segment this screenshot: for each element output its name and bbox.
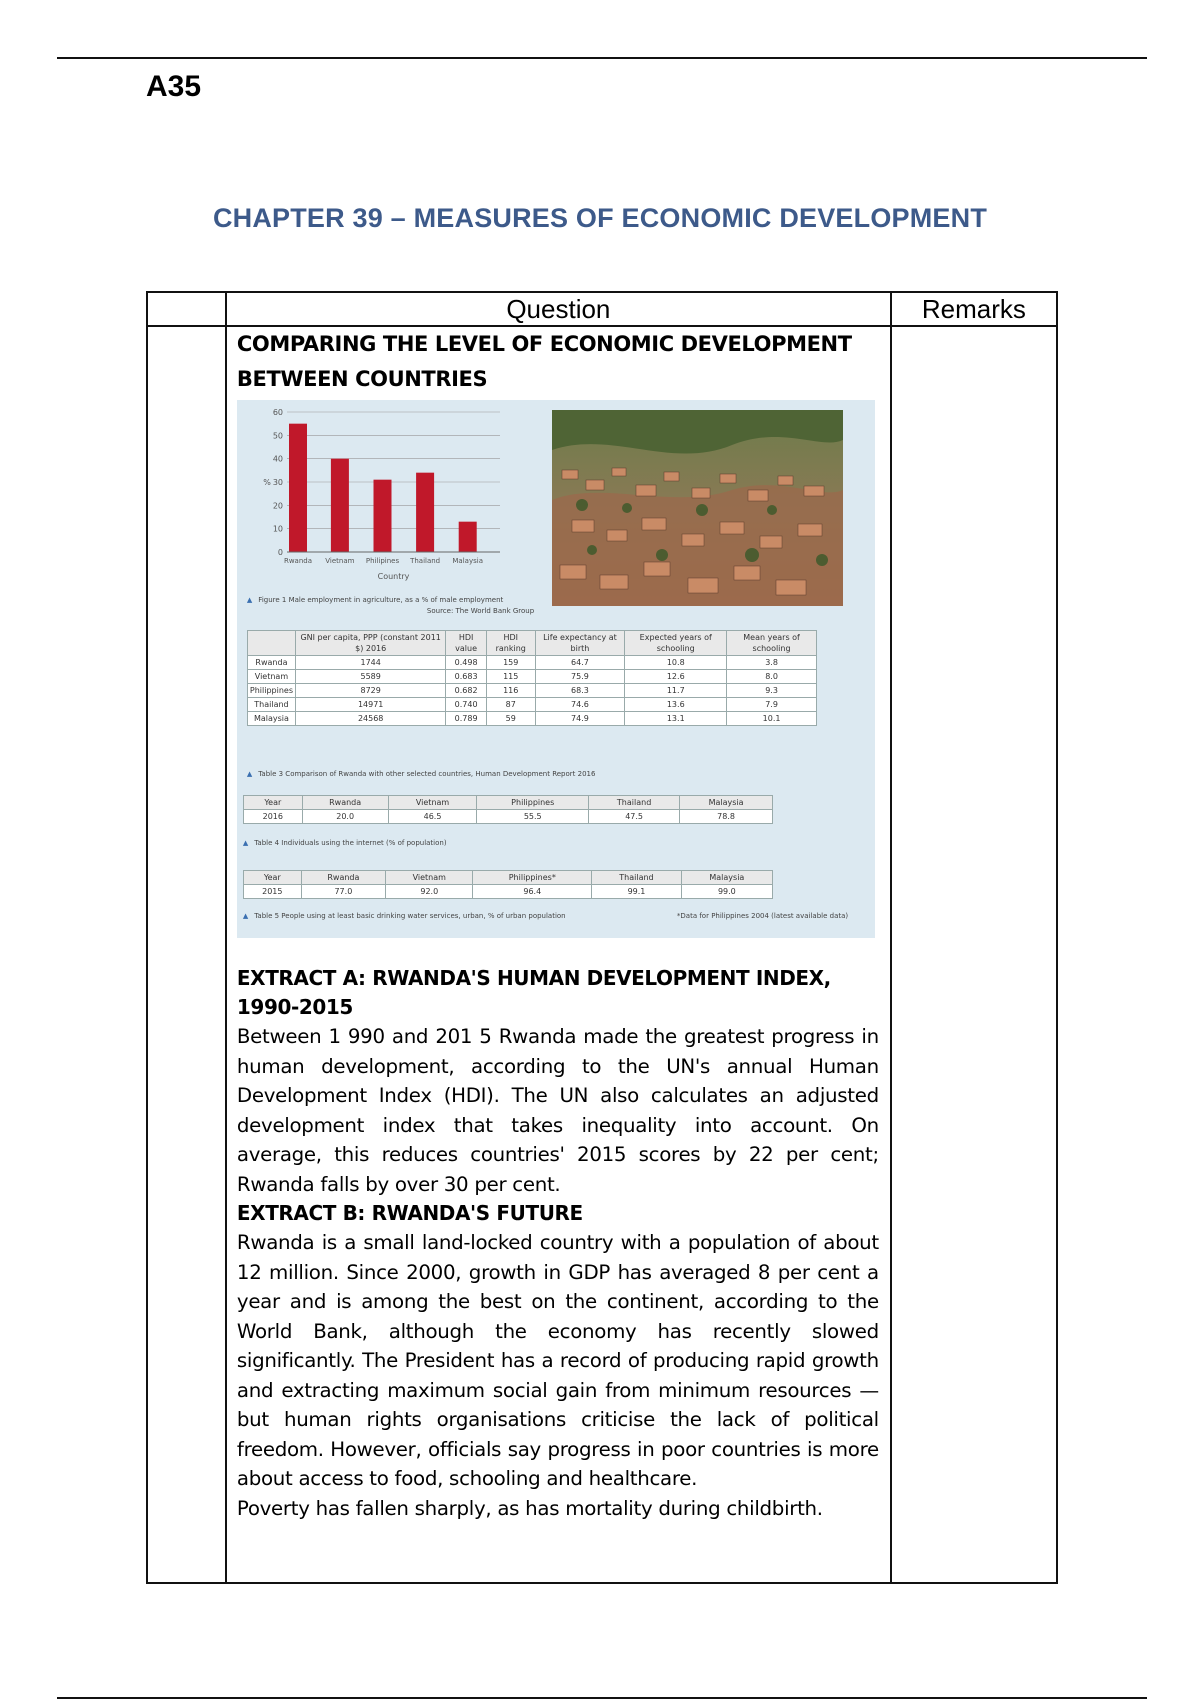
table-cell: 5589 [296, 670, 446, 684]
table-header-cell: Life expectancy at birth [535, 631, 625, 656]
x-tick-label: Vietnam [325, 557, 355, 565]
bar [416, 473, 434, 552]
y-tick-label: 10 [272, 524, 283, 534]
table-cell: 2015 [243, 885, 301, 899]
table-cell: 12.6 [625, 670, 727, 684]
table4 [243, 795, 773, 824]
y-tick-label: 60 [272, 408, 283, 417]
table-header-cell: Mean years of schooling [727, 631, 817, 656]
page-code: A35 [146, 70, 202, 103]
table-cell: 7.9 [727, 698, 817, 712]
town-photo-icon [552, 410, 843, 606]
bar [373, 480, 391, 552]
bar [459, 522, 477, 552]
table-cell: Rwanda [247, 656, 295, 670]
table-cell: 75.9 [535, 670, 625, 684]
extract-b-text: Rwanda is a small land-locked country with a population of about 12 million. Since 2000, growth in GDP has averaged 8 per cent a year and is among the best on the continent, according to the World Bank, although the economy has recently slowed significantly. The President has a record of producing rapid growth and extracting maximum social gain from minimum resources — but human rights organisations criticise the lack of political freedom. However, officials say progress in poor countries is more about access to food, schooling and healthcare. [236, 1231, 879, 1490]
table-cell: 8.0 [727, 670, 817, 684]
extract-b-title: EXTRACT B: RWANDA'S FUTURE [236, 1201, 583, 1225]
table-row [247, 670, 816, 684]
table-cell: 14971 [296, 698, 446, 712]
table-cell: Malaysia [247, 712, 295, 726]
table-cell: 78.8 [680, 810, 773, 824]
table5 [243, 870, 773, 899]
table-cell: 92.0 [386, 885, 473, 899]
table-cell: 1744 [296, 656, 446, 670]
triangle-icon: ▲ [246, 596, 253, 604]
chapter-title: CHAPTER 39 – MEASURES OF ECONOMIC DEVELOPMENT [212, 203, 988, 233]
table-cell: 8729 [296, 684, 446, 698]
table-cell: 13.6 [625, 698, 727, 712]
figure-panel [237, 400, 875, 938]
question-table [146, 291, 1058, 1584]
x-tick-label: Malaysia [452, 557, 483, 565]
table-header-cell: Year [243, 871, 301, 885]
table-row [247, 684, 816, 698]
x-tick-label: Philipines [365, 557, 400, 565]
table-cell: 159 [486, 656, 535, 670]
table-cell: 99.0 [681, 885, 772, 899]
table-cell: Vietnam [247, 670, 295, 684]
question-cell [226, 326, 891, 1583]
table-cell: 74.6 [535, 698, 625, 712]
table-cell: 77.0 [301, 885, 385, 899]
y-tick-label: 20 [272, 501, 283, 511]
y-tick-label: 50 [272, 431, 283, 441]
table-cell: 11.7 [625, 684, 727, 698]
table-cell: 0.789 [446, 712, 487, 726]
table-header-cell: Rwanda [301, 871, 385, 885]
table3 [247, 630, 817, 726]
table-cell: 116 [486, 684, 535, 698]
table-cell: 99.1 [592, 885, 682, 899]
table-header-cell: Thailand [588, 796, 679, 810]
table-cell: 0.740 [446, 698, 487, 712]
figure-source: Source: The World Bank Group [426, 607, 535, 615]
extract-b-text-2: Poverty has fallen sharply, as has mortality during childbirth. [236, 1496, 823, 1520]
table-row [247, 712, 816, 726]
figure-caption: ▲ Figure 1 Male employment in agriculture, as a % of male employment [246, 596, 504, 604]
table-cell: 20.0 [302, 810, 388, 824]
y-axis-label: % [263, 478, 271, 487]
bar [289, 424, 307, 552]
remarks-header: Remarks [891, 292, 1057, 326]
y-tick-label: 0 [277, 548, 283, 557]
table-header-cell: Rwanda [302, 796, 388, 810]
table-header-cell: HDI ranking [486, 631, 535, 656]
table-header-cell [247, 631, 295, 656]
town-photo [552, 410, 843, 606]
table-header-cell: Thailand [592, 871, 682, 885]
table-cell: 0.683 [446, 670, 487, 684]
table-cell: 55.5 [477, 810, 589, 824]
y-tick-label: 40 [272, 454, 283, 464]
table-cell: 74.9 [535, 712, 625, 726]
table-cell: Philippines [247, 684, 295, 698]
table3-caption: ▲ Table 3 Comparison of Rwanda with other selected countries, Human Development Report 2016 [246, 770, 596, 778]
table-cell: 3.8 [727, 656, 817, 670]
table-header-cell: Year [243, 796, 302, 810]
table-cell: 87 [486, 698, 535, 712]
table-cell: 0.682 [446, 684, 487, 698]
table-cell: Thailand [247, 698, 295, 712]
extract-a-text: Between 1 990 and 201 5 Rwanda made the greatest progress in human development, according to the UN's annual Human Development Index (HDI). The UN also calculates an adjusted development index that takes inequality into account. On average, this reduces countries' 2015 scores by 22 per cent; Rwanda falls by over 30 per cent. [236, 1025, 879, 1196]
table-cell: 68.3 [535, 684, 625, 698]
table-header-cell: Philippines* [473, 871, 592, 885]
table-row [243, 810, 772, 824]
table-cell: 46.5 [388, 810, 477, 824]
table-cell: 10.1 [727, 712, 817, 726]
table5-note: *Data for Philippines 2004 (latest available data) [676, 912, 849, 920]
table4-caption: ▲ Table 4 Individuals using the internet (% of population) [242, 839, 447, 847]
table-header-cell: Malaysia [681, 871, 772, 885]
number-header [147, 292, 226, 326]
table-cell: 13.1 [625, 712, 727, 726]
x-axis-label: Country [377, 572, 410, 581]
table-cell: 10.8 [625, 656, 727, 670]
table-row [243, 885, 772, 899]
table-cell: 2016 [243, 810, 302, 824]
y-tick-label: 30 [272, 478, 283, 487]
table-cell: 47.5 [588, 810, 679, 824]
table-cell: 59 [486, 712, 535, 726]
table-cell: 9.3 [727, 684, 817, 698]
extract-a-title: EXTRACT A: RWANDA'S HUMAN DEVELOPMENT INDEX, 1990-2015 [236, 966, 831, 1019]
table-row [247, 656, 816, 670]
table-header-cell: Philippines [477, 796, 589, 810]
table-header-cell: Malaysia [680, 796, 773, 810]
table-row [247, 698, 816, 712]
bottom-rule [57, 1697, 1147, 1699]
table-cell: 115 [486, 670, 535, 684]
table-header-cell: HDI value [446, 631, 487, 656]
table5-caption: ▲ Table 5 People using at least basic drinking water services, urban, % of urban population [242, 912, 566, 920]
x-tick-label: Rwanda [283, 557, 312, 565]
table-header-cell: Expected years of schooling [625, 631, 727, 656]
bar [331, 459, 349, 552]
table-cell: 24568 [296, 712, 446, 726]
number-cell [147, 326, 226, 1583]
table-cell: 64.7 [535, 656, 625, 670]
top-rule [57, 57, 1147, 59]
table-header-cell: Vietnam [386, 871, 473, 885]
table-header-cell: Vietnam [388, 796, 477, 810]
section-title: COMPARING THE LEVEL OF ECONOMIC DEVELOPMENT BETWEEN COUNTRIES [236, 332, 852, 391]
table-cell: 96.4 [473, 885, 592, 899]
table-cell: 0.498 [446, 656, 487, 670]
table-header-cell: GNI per capita, PPP (constant 2011 $) 2016 [296, 631, 446, 656]
x-tick-label: Thailand [409, 557, 441, 565]
question-header: Question [226, 292, 891, 326]
remarks-cell [891, 326, 1057, 1583]
